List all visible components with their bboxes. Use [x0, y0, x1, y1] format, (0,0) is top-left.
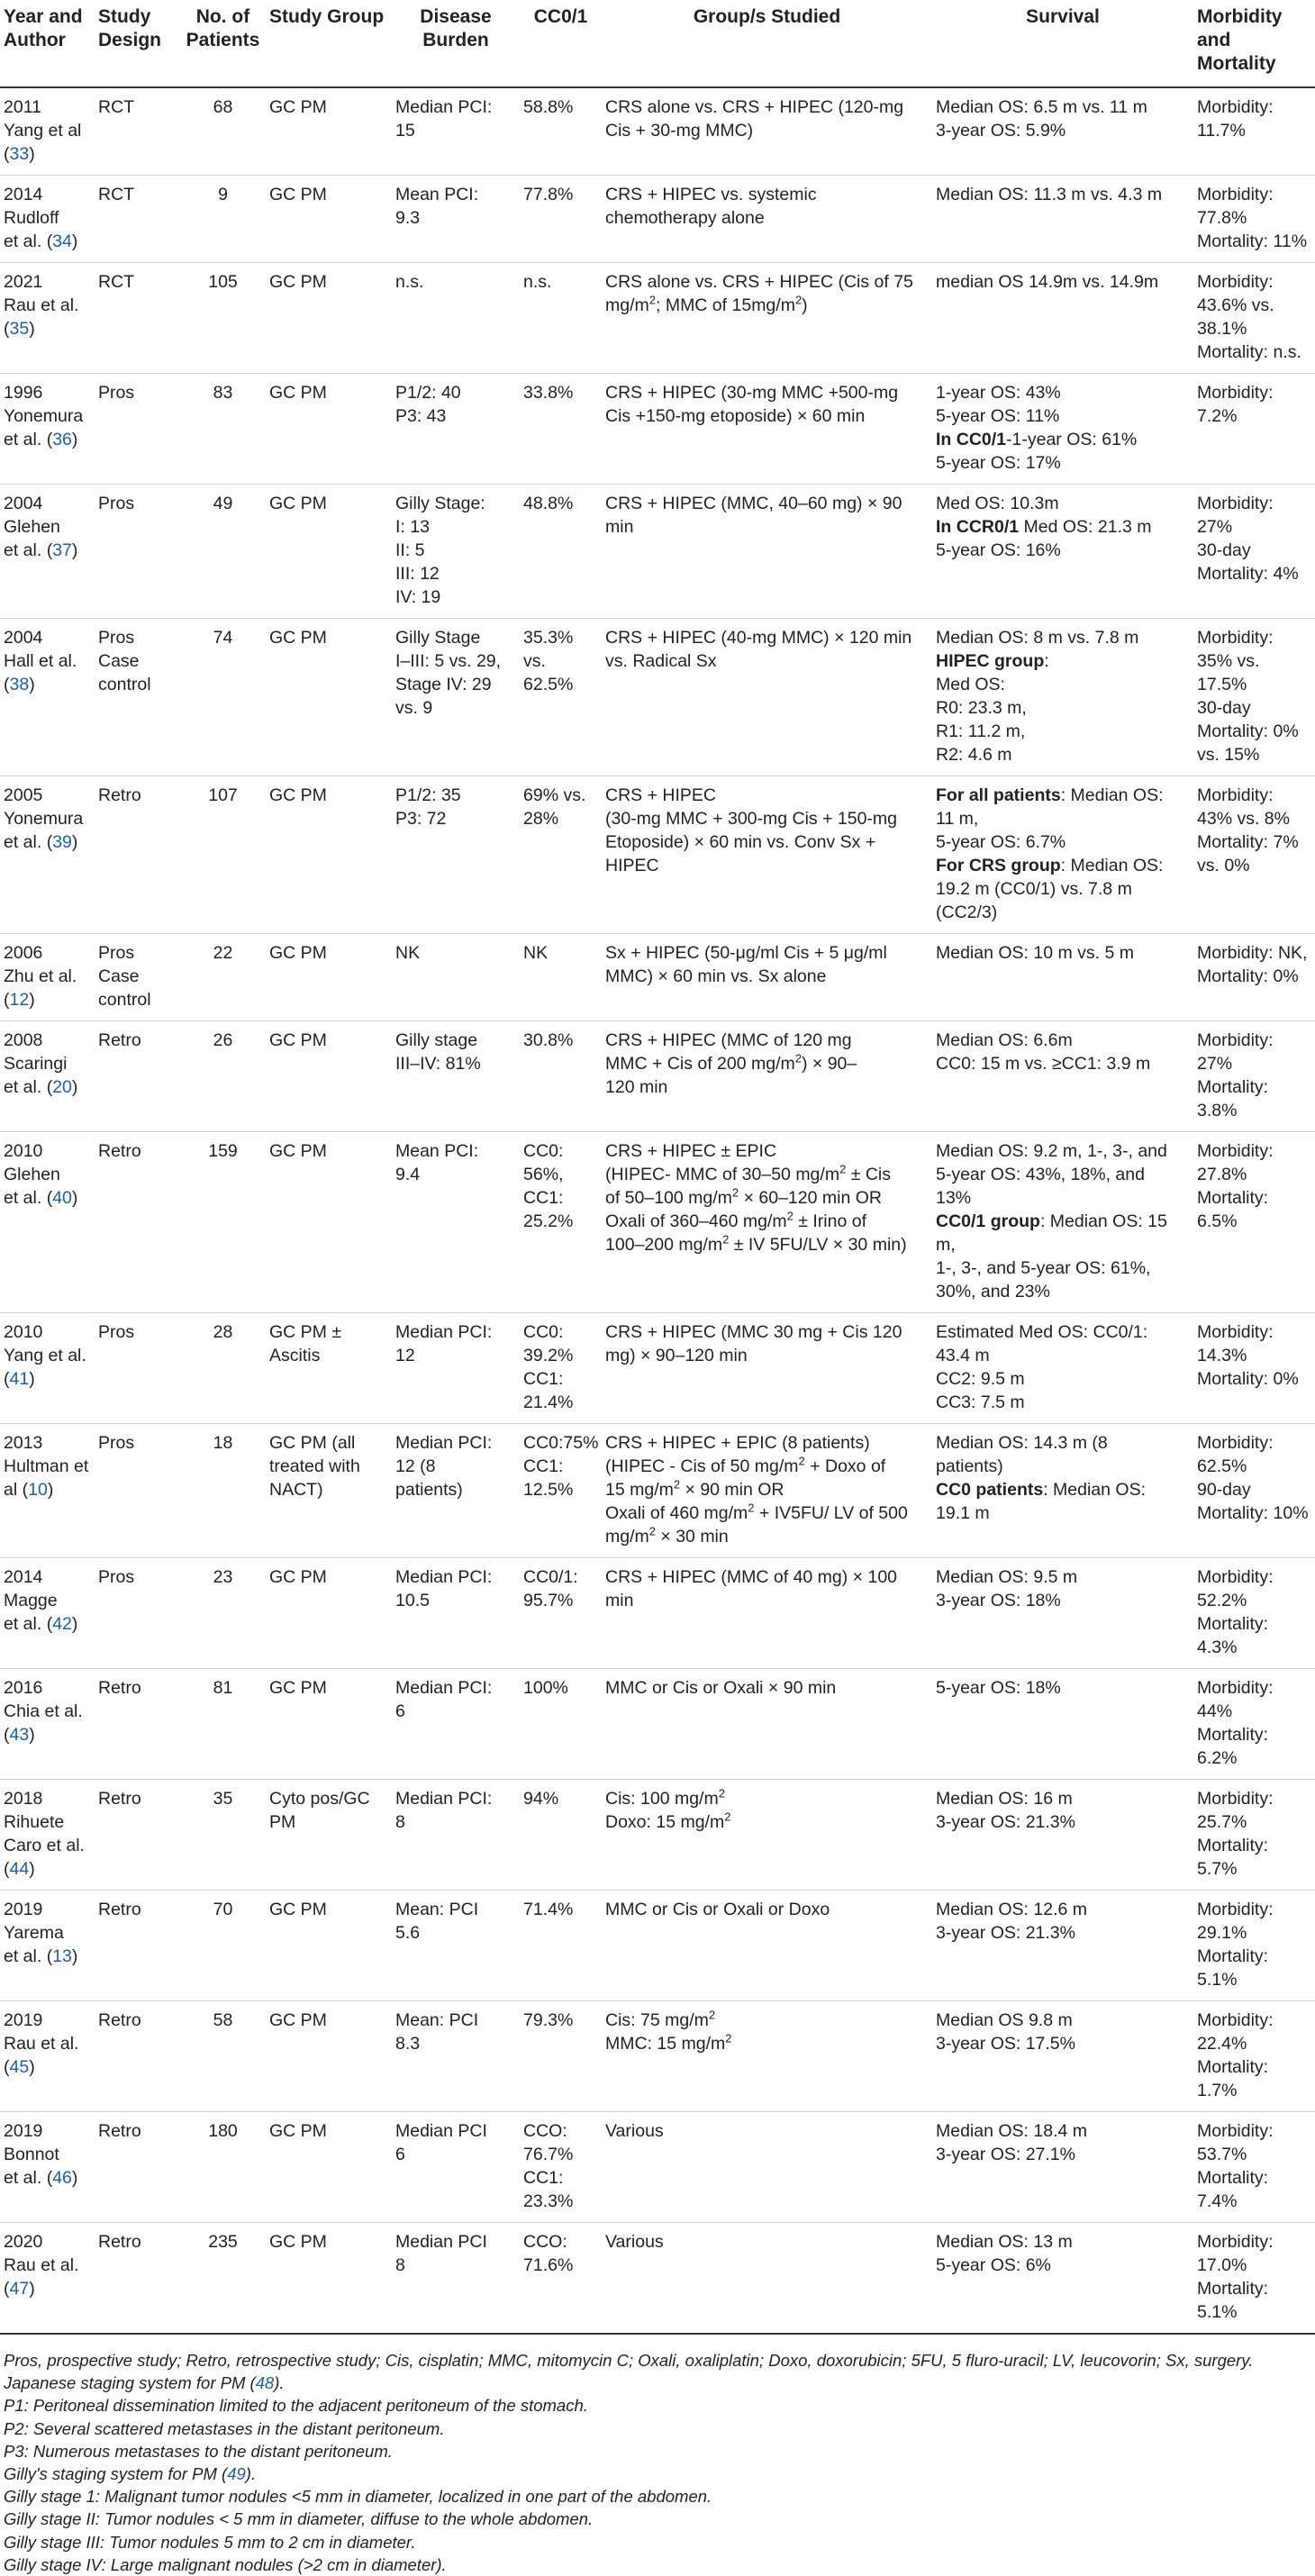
- citation-link[interactable]: 38: [9, 675, 30, 694]
- cell-design: Pros: [95, 374, 180, 485]
- citation-link[interactable]: 41: [9, 1369, 30, 1389]
- table-row: [0, 1891, 1315, 2001]
- cell-studied: CRS + HIPEC vs. systemic chemotherapy alone: [602, 176, 932, 263]
- cell-author: 2019 Bonnot et al. (46): [0, 2112, 95, 2223]
- cell-survival: Median OS 9.8 m 3-year OS: 17.5%: [932, 2001, 1193, 2112]
- cell-cc: CC0:75% CC1: 12.5%: [520, 1424, 602, 1558]
- cell-patients: 74: [180, 619, 266, 776]
- cell-group: GC PM ± Ascitis: [266, 1313, 392, 1424]
- cell-survival: 1-year OS: 43% 5-year OS: 11% In CC0/1-1-year OS: 61% 5-year OS: 17%: [932, 374, 1193, 485]
- bold-label: For CRS group: [936, 856, 1061, 875]
- cell-group: GC PM: [266, 2223, 392, 2335]
- cell-morbidity: Morbidity: 25.7% Mortality: 5.7%: [1193, 1780, 1315, 1891]
- cell-author: 2004 Hall et al. (38): [0, 619, 95, 776]
- citation-link[interactable]: 33: [9, 144, 30, 164]
- cell-patients: 23: [180, 1558, 266, 1669]
- header-studied: Group/s Studied: [602, 0, 932, 87]
- cell-group: GC PM: [266, 1558, 392, 1669]
- table-row: [0, 87, 1315, 176]
- cell-morbidity: Morbidity: 27% 30-day Mortality: 4%: [1193, 485, 1315, 619]
- cell-burden: Mean PCI: 9.3: [392, 176, 520, 263]
- cell-morbidity: Morbidity: 43.6% vs. 38.1% Mortality: n.s.: [1193, 263, 1315, 374]
- header-design: Study Design: [95, 0, 180, 87]
- cell-survival: Median OS: 8 m vs. 7.8 m HIPEC group: Med OS: R0: 23.3 m, R1: 11.2 m, R2: 4.6 m: [932, 619, 1193, 776]
- header-author: Year and Author: [0, 0, 95, 87]
- cell-patients: 180: [180, 2112, 266, 2223]
- cell-studied: CRS + HIPEC (30-mg MMC + 300-mg Cis + 150-mg Etoposide) × 60 min vs. Conv Sx + HIPEC: [602, 776, 932, 934]
- cell-morbidity: Morbidity: 52.2% Mortality: 4.3%: [1193, 1558, 1315, 1669]
- citation-link[interactable]: 20: [52, 1077, 72, 1097]
- citation-link[interactable]: 37: [52, 540, 72, 560]
- header-survival: Survival: [932, 0, 1193, 87]
- cell-cc: 100%: [520, 1669, 602, 1780]
- cell-author: 2013 Hultman et al (10): [0, 1424, 95, 1558]
- cell-morbidity: Morbidity: 43% vs. 8% Mortality: 7% vs. 0%: [1193, 776, 1315, 934]
- cell-cc: n.s.: [520, 263, 602, 374]
- cell-design: RCT: [95, 176, 180, 263]
- cell-group: Cyto pos/GC PM: [266, 1780, 392, 1891]
- table-body: [0, 87, 1315, 2334]
- cell-design: Pros: [95, 1313, 180, 1424]
- cell-group: GC PM: [266, 176, 392, 263]
- cell-patients: 107: [180, 776, 266, 934]
- cell-burden: Gilly Stage I–III: 5 vs. 29, Stage IV: 29 vs. 9: [392, 619, 520, 776]
- cell-survival: Median OS: 6.5 m vs. 11 m 3-year OS: 5.9%: [932, 87, 1193, 176]
- cell-group: GC PM: [266, 1891, 392, 2001]
- cell-morbidity: Morbidity: 7.2%: [1193, 374, 1315, 485]
- cell-morbidity: Morbidity: 35% vs. 17.5% 30-day Mortality: 0% vs. 15%: [1193, 619, 1315, 776]
- table-row: [0, 374, 1315, 485]
- cell-burden: Mean: PCI 8.3: [392, 2001, 520, 2112]
- citation-link[interactable]: 12: [9, 990, 30, 1010]
- cell-survival: Med OS: 10.3m In CCR0/1 Med OS: 21.3 m 5-year OS: 16%: [932, 485, 1193, 619]
- cell-survival: Median OS: 9.5 m 3-year OS: 18%: [932, 1558, 1193, 1669]
- bold-label: CC0/1 group: [936, 1211, 1040, 1231]
- cell-cc: 69% vs. 28%: [520, 776, 602, 934]
- table-row: [0, 1669, 1315, 1780]
- footnote-line: Gilly stage III: Tumor nodules 5 mm to 2 cm in diameter.: [4, 2532, 416, 2552]
- cell-survival: Median OS: 9.2 m, 1-, 3-, and 5-year OS: 43%, 18%, and 13% CC0/1 group: Median OS: 15 m, 1-, 3-, and 5-year OS: 61%, 30%, and 23%: [932, 1132, 1193, 1313]
- cell-patients: 70: [180, 1891, 266, 2001]
- cell-patients: 49: [180, 485, 266, 619]
- header-cc: CC0/1: [520, 0, 602, 87]
- cell-design: Retro: [95, 2223, 180, 2335]
- cell-studied: CRS alone vs. CRS + HIPEC (Cis of 75 $mg/m^2$; MMC of $15mg/m^2$): [602, 263, 932, 374]
- table-row: [0, 934, 1315, 1021]
- cell-design: Retro: [95, 2001, 180, 2112]
- citation-link[interactable]: 10: [28, 1480, 48, 1500]
- cell-studied: CRS + HIPEC (MMC of 40 mg) × 100 min: [602, 1558, 932, 1669]
- table-row: [0, 1558, 1315, 1669]
- bold-label: In CC0/1: [936, 430, 1007, 449]
- citation-link[interactable]: 13: [52, 1946, 72, 1966]
- cell-cc: 33.8%: [520, 374, 602, 485]
- cell-morbidity: Morbidity: 11.7%: [1193, 87, 1315, 176]
- citation-link[interactable]: 43: [9, 1725, 30, 1745]
- cell-survival: 5-year OS: 18%: [932, 1669, 1193, 1780]
- cell-author: 2019 Yarema et al. (13): [0, 1891, 95, 2001]
- footnote-line: P1: Peritoneal dissemination limited to the adjacent peritoneum of the stomach.: [4, 2396, 588, 2416]
- cell-group: GC PM: [266, 263, 392, 374]
- cell-author: 2020 Rau et al. (47): [0, 2223, 95, 2335]
- footnote-line: Gilly stage IV: Large malignant nodules (>2 cm in diameter).: [4, 2554, 447, 2574]
- cell-survival: median OS 14.9m vs. 14.9m: [932, 263, 1193, 374]
- cell-author: 2006 Zhu et al. (12): [0, 934, 95, 1021]
- cell-cc: CC0: 56%, CC1: 25.2%: [520, 1132, 602, 1313]
- header-patients: No. of Patients: [180, 0, 266, 87]
- citation-link[interactable]: 39: [52, 832, 72, 852]
- cell-patients: 58: [180, 2001, 266, 2112]
- cell-morbidity: Morbidity: 17.0% Mortality: 5.1%: [1193, 2223, 1315, 2335]
- cell-studied: CRS + HIPEC (40-mg MMC) × 120 min vs. Radical Sx: [602, 619, 932, 776]
- cell-studied: Cis: 100 $mg/m^2$ Doxo: 15 $mg/m^2$: [602, 1780, 932, 1891]
- cell-author: 2021 Rau et al. (35): [0, 263, 95, 374]
- cell-author: 2011 Yang et al (33): [0, 87, 95, 176]
- cell-morbidity: Morbidity: 44% Mortality: 6.2%: [1193, 1669, 1315, 1780]
- citation-link[interactable]: 44: [9, 1859, 30, 1879]
- citation-link[interactable]: 47: [9, 2279, 30, 2299]
- cell-design: Retro: [95, 1669, 180, 1780]
- cell-studied: Cis: 75 $mg/m^2$ MMC: 15 $mg/m^2$: [602, 2001, 932, 2112]
- cell-author: 2004 Glehen et al. (37): [0, 485, 95, 619]
- cell-group: GC PM: [266, 2112, 392, 2223]
- citation-link[interactable]: 48: [255, 2373, 275, 2393]
- cell-patients: 9: [180, 176, 266, 263]
- cell-group: GC PM: [266, 374, 392, 485]
- cell-cc: CCO: 71.6%: [520, 2223, 602, 2335]
- cell-burden: NK: [392, 934, 520, 1021]
- cell-design: Pros Case control: [95, 934, 180, 1021]
- footnote-line: P3: Numerous metastases to the distant peritoneum.: [4, 2441, 393, 2461]
- cell-cc: 48.8%: [520, 485, 602, 619]
- cell-burden: Median PCI: 15: [392, 87, 520, 176]
- cell-survival: For all patients: Median OS: 11 m, 5-year OS: 6.7% For CRS group: Median OS: 19.2 m (CC0/1) vs. 7.8 m (CC2/3): [932, 776, 1193, 934]
- cell-design: Retro: [95, 776, 180, 934]
- bold-label: HIPEC group: [936, 651, 1045, 671]
- cell-group: GC PM: [266, 87, 392, 176]
- table-row: [0, 485, 1315, 619]
- cell-design: Pros Case control: [95, 619, 180, 776]
- footnote-line: Gilly's staging system for PM (49).: [4, 2464, 257, 2484]
- cell-burden: Median PCI: 12 (8 patients): [392, 1424, 520, 1558]
- citation-link[interactable]: 34: [52, 231, 72, 251]
- footnote-line: Gilly stage II: Tumor nodules < 5 mm in diameter, diffuse to the whole abdomen.: [4, 2509, 594, 2529]
- cell-survival: Median OS: 14.3 m (8 patients) CC0 patients: Median OS: 19.1 m: [932, 1424, 1193, 1558]
- cell-cc: CC0/1: 95.7%: [520, 1558, 602, 1669]
- cell-morbidity: Morbidity: 29.1% Mortality: 5.1%: [1193, 1891, 1315, 2001]
- cell-patients: 28: [180, 1313, 266, 1424]
- citation-link[interactable]: 42: [52, 1614, 72, 1634]
- table-row: [0, 776, 1315, 934]
- citation-link[interactable]: 35: [9, 319, 30, 339]
- cell-design: Pros: [95, 1558, 180, 1669]
- cell-patients: 105: [180, 263, 266, 374]
- cell-group: GC PM: [266, 485, 392, 619]
- table-row: [0, 619, 1315, 776]
- table-row: [0, 2112, 1315, 2223]
- cell-cc: CC0: 39.2% CC1: 21.4%: [520, 1313, 602, 1424]
- cell-author: 2010 Glehen et al. (40): [0, 1132, 95, 1313]
- cell-group: GC PM: [266, 1669, 392, 1780]
- cell-cc: 79.3%: [520, 2001, 602, 2112]
- footnotes: [0, 2335, 1315, 2576]
- cell-burden: P1/2: 40 P3: 43: [392, 374, 520, 485]
- cell-burden: Median PCI: 6: [392, 1669, 520, 1780]
- cell-patients: 235: [180, 2223, 266, 2335]
- cell-survival: Median OS: 12.6 m 3-year OS: 21.3%: [932, 1891, 1193, 2001]
- footnote-line: Japanese staging system for PM (48).: [4, 2373, 285, 2393]
- table-row: [0, 1424, 1315, 1558]
- cell-patients: 18: [180, 1424, 266, 1558]
- table-row: [0, 1132, 1315, 1313]
- cell-patients: 159: [180, 1132, 266, 1313]
- cell-studied: Various: [602, 2112, 932, 2223]
- cell-group: GC PM: [266, 1132, 392, 1313]
- cell-cc: NK: [520, 934, 602, 1021]
- cell-author: 2008 Scaringi et al. (20): [0, 1021, 95, 1132]
- cell-survival: Estimated Med OS: CC0/1: 43.4 m CC2: 9.5 m CC3: 7.5 m: [932, 1313, 1193, 1424]
- footnote-line: P2: Several scattered metastases in the distant peritoneum.: [4, 2418, 445, 2438]
- cell-design: RCT: [95, 87, 180, 176]
- cell-survival: Median OS: 11.3 m vs. 4.3 m: [932, 176, 1193, 263]
- cell-group: GC PM: [266, 2001, 392, 2112]
- cell-cc: 58.8%: [520, 87, 602, 176]
- bold-label: For all patients: [936, 785, 1061, 805]
- cell-burden: Gilly Stage: I: 13 II: 5 III: 12 IV: 19: [392, 485, 520, 619]
- cell-morbidity: Morbidity: 27% Mortality: 3.8%: [1193, 1021, 1315, 1132]
- footnote-line: Gilly stage 1: Malignant tumor nodules <5 mm in diameter, localized in one part of the abdomen.: [4, 2487, 712, 2507]
- cell-patients: 68: [180, 87, 266, 176]
- cell-studied: Various: [602, 2223, 932, 2335]
- table-row: [0, 176, 1315, 263]
- cell-studied: CRS alone vs. CRS + HIPEC (120-mg Cis + 30-mg MMC): [602, 87, 932, 176]
- bold-label: CC0 patients: [936, 1480, 1044, 1500]
- cell-burden: n.s.: [392, 263, 520, 374]
- cell-author: 2014 Rudloff et al. (34): [0, 176, 95, 263]
- header-morbidity: Morbidity and Mortality: [1193, 0, 1315, 87]
- cell-survival: Median OS: 13 m 5-year OS: 6%: [932, 2223, 1193, 2335]
- cell-design: Retro: [95, 1891, 180, 2001]
- table-row: [0, 1313, 1315, 1424]
- cell-group: GC PM (all treated with NACT): [266, 1424, 392, 1558]
- table-row: [0, 2223, 1315, 2335]
- cell-author: 2019 Rau et al. (45): [0, 2001, 95, 2112]
- cell-morbidity: Morbidity: 53.7% Mortality: 7.4%: [1193, 2112, 1315, 2223]
- cell-cc: 35.3% vs. 62.5%: [520, 619, 602, 776]
- cell-burden: Median PCI: 12: [392, 1313, 520, 1424]
- citation-link[interactable]: 49: [227, 2464, 246, 2484]
- table-row: [0, 2001, 1315, 2112]
- cell-cc: CCO: 76.7% CC1: 23.3%: [520, 2112, 602, 2223]
- cell-survival: Median OS: 16 m 3-year OS: 21.3%: [932, 1780, 1193, 1891]
- cell-group: GC PM: [266, 1021, 392, 1132]
- header-burden: Disease Burden: [392, 0, 520, 87]
- citation-link[interactable]: 45: [9, 2057, 30, 2077]
- cell-cc: 30.8%: [520, 1021, 602, 1132]
- cell-morbidity: Morbidity: 77.8% Mortality: 11%: [1193, 176, 1315, 263]
- cell-burden: Median PCI: 8: [392, 1780, 520, 1891]
- cell-burden: Gilly stage III–IV: 81%: [392, 1021, 520, 1132]
- citation-link[interactable]: 36: [52, 430, 72, 449]
- cell-burden: P1/2: 35 P3: 72: [392, 776, 520, 934]
- header-group: Study Group: [266, 0, 392, 87]
- cell-group: GC PM: [266, 934, 392, 1021]
- cell-studied: CRS + HIPEC ± EPIC (HIPEC- MMC of 30–50 $mg/m^2$ ± Cis of 50–100 $mg/m^2 \times 60-120$ min OR Oxali of 360–460 $mg/m^2$ ± Irino of 100–200 $mg/m^2$ ± IV 5FU/LV × 30 min): [602, 1132, 932, 1313]
- footnote-line: Pros, prospective study; Retro, retrospective study; Cis, cisplatin; MMC, mitomycin C; Oxali, oxaliplatin; Doxo, doxorubicin; 5FU, 5 fluro-uracil; LV, leucovorin; Sx, surgery.: [4, 2351, 1254, 2370]
- cell-group: GC PM: [266, 776, 392, 934]
- cell-cc: 71.4%: [520, 1891, 602, 2001]
- cell-design: Retro: [95, 1021, 180, 1132]
- citation-link[interactable]: 40: [52, 1188, 72, 1208]
- cell-cc: 77.8%: [520, 176, 602, 263]
- cell-studied: CRS + HIPEC (MMC, 40–60 mg) × 90 min: [602, 485, 932, 619]
- cell-design: Retro: [95, 2112, 180, 2223]
- cell-group: GC PM: [266, 619, 392, 776]
- cell-studied: CRS + HIPEC (MMC 30 mg + Cis 120 mg) × 90–120 min: [602, 1313, 932, 1424]
- cell-design: RCT: [95, 263, 180, 374]
- cell-design: Pros: [95, 485, 180, 619]
- cell-author: 2018 Rihuete Caro et al. (44): [0, 1780, 95, 1891]
- cell-cc: 94%: [520, 1780, 602, 1891]
- cell-author: 2010 Yang et al. (41): [0, 1313, 95, 1424]
- cell-morbidity: Morbidity: NK, Mortality: 0%: [1193, 934, 1315, 1021]
- cell-morbidity: Morbidity: 27.8% Mortality: 6.5%: [1193, 1132, 1315, 1313]
- cell-design: Retro: [95, 1780, 180, 1891]
- cell-author: 2014 Magge et al. (42): [0, 1558, 95, 1669]
- cell-studied: CRS + HIPEC (MMC of 120 mg MMC + Cis of 200 $mg/m^2) \times 90-$ 120 min: [602, 1021, 932, 1132]
- bold-label: In CCR0/1: [936, 517, 1020, 537]
- cell-survival: Median OS: 18.4 m 3-year OS: 27.1%: [932, 2112, 1193, 2223]
- cell-author: 2005 Yonemura et al. (39): [0, 776, 95, 934]
- header-row: [0, 0, 1315, 87]
- table-row: [0, 1021, 1315, 1132]
- cell-studied: CRS + HIPEC (30-mg MMC +500-mg Cis +150-mg etoposide) × 60 min: [602, 374, 932, 485]
- cell-burden: Mean PCI: 9.4: [392, 1132, 520, 1313]
- table-row: [0, 263, 1315, 374]
- cell-design: Pros: [95, 1424, 180, 1558]
- cell-survival: Median OS: 6.6m CC0: 15 m vs. ≥CC1: 3.9 m: [932, 1021, 1193, 1132]
- cell-patients: 22: [180, 934, 266, 1021]
- cell-author: 1996 Yonemura et al. (36): [0, 374, 95, 485]
- cell-patients: 81: [180, 1669, 266, 1780]
- citation-link[interactable]: 46: [52, 2168, 72, 2188]
- cell-studied: Sx + HIPEC (50-μg/ml Cis + 5 μg/ml MMC) × 60 min vs. Sx alone: [602, 934, 932, 1021]
- cell-survival: Median OS: 10 m vs. 5 m: [932, 934, 1193, 1021]
- cell-studied: MMC or Cis or Oxali or Doxo: [602, 1891, 932, 2001]
- cell-patients: 83: [180, 374, 266, 485]
- cell-author: 2016 Chia et al. (43): [0, 1669, 95, 1780]
- cell-burden: Median PCI 8: [392, 2223, 520, 2335]
- cell-design: Retro: [95, 1132, 180, 1313]
- cell-studied: MMC or Cis or Oxali × 90 min: [602, 1669, 932, 1780]
- cell-burden: Median PCI: 10.5: [392, 1558, 520, 1669]
- cell-morbidity: Morbidity: 22.4% Mortality: 1.7%: [1193, 2001, 1315, 2112]
- cell-burden: Mean: PCI 5.6: [392, 1891, 520, 2001]
- cell-patients: 35: [180, 1780, 266, 1891]
- cell-morbidity: Morbidity: 62.5% 90-day Mortality: 10%: [1193, 1424, 1315, 1558]
- cell-studied: CRS + HIPEC + EPIC (8 patients) (HIPEC - Cis of 50 $mg/m^2$ + Doxo of 15 $mg/m^2 \times 90$ min OR Oxali of 460 $mg/m^2 + IV5FU/$ LV of 500 $mg/m^2 \times 30$ min: [602, 1424, 932, 1558]
- cell-burden: Median PCI 6: [392, 2112, 520, 2223]
- table-row: [0, 1780, 1315, 1891]
- cell-patients: 26: [180, 1021, 266, 1132]
- cell-morbidity: Morbidity: 14.3% Mortality: 0%: [1193, 1313, 1315, 1424]
